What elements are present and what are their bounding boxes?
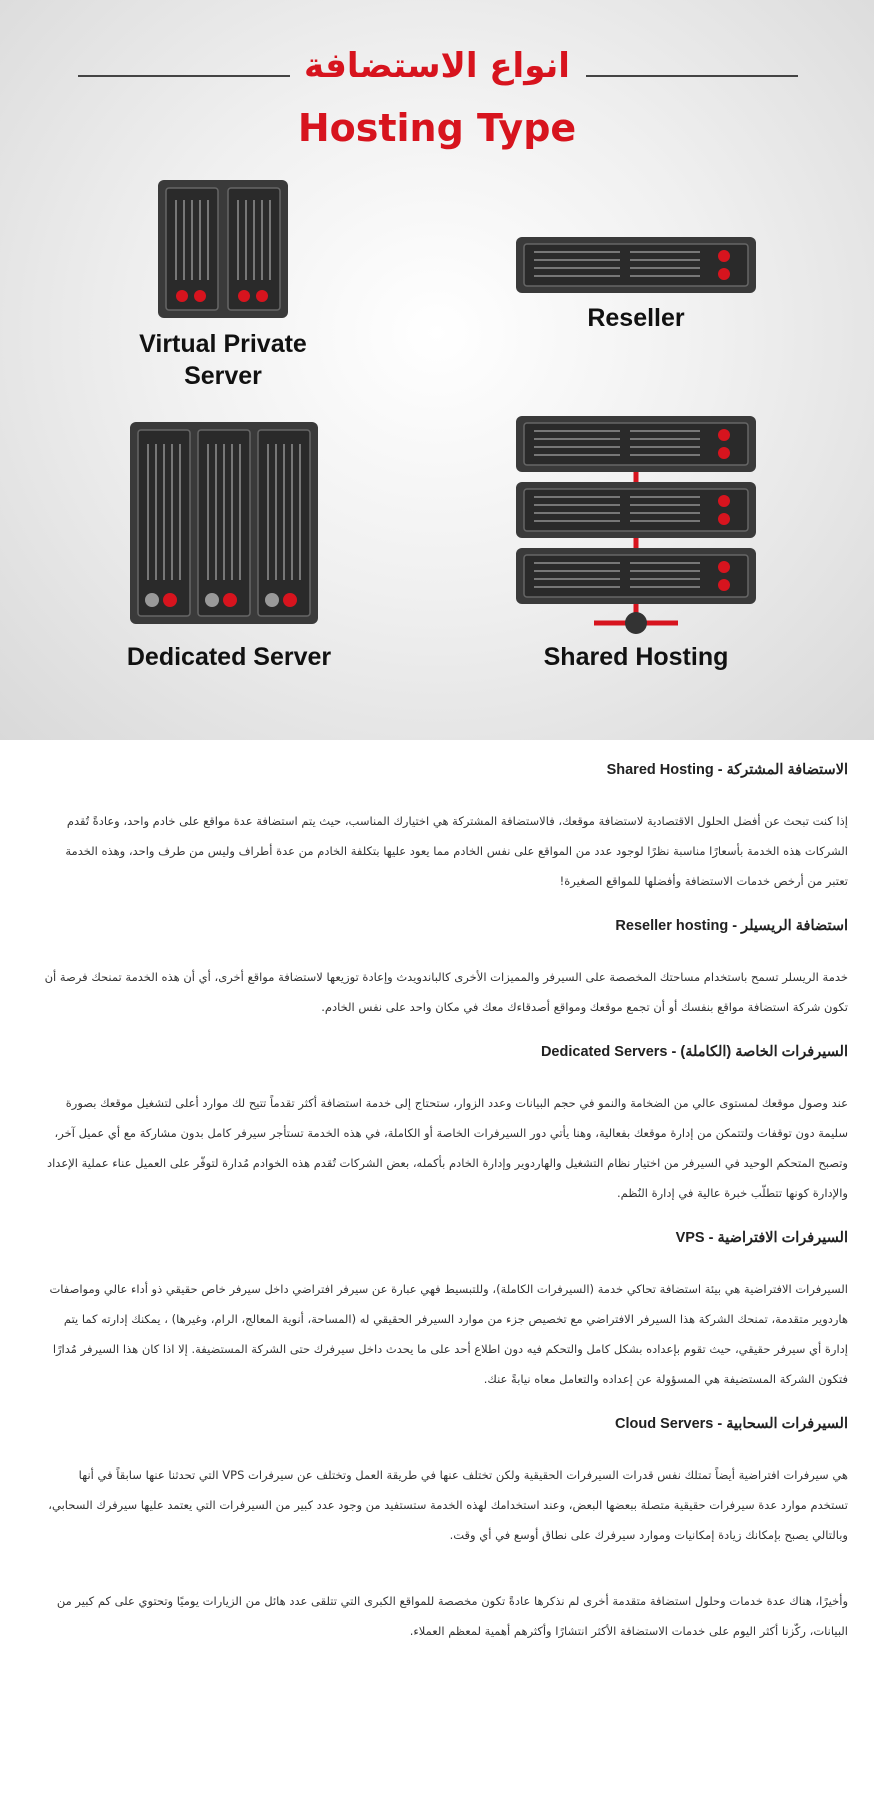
section-heading: السيرفرات الافتراضية - VPS <box>675 1230 848 1246</box>
section-reseller-hosting <box>40 918 848 1022</box>
section-heading: استضافة الريسيلر - Reseller hosting <box>615 918 848 934</box>
hero-title-english: Hosting Type <box>297 106 577 150</box>
vps-server-icon <box>158 180 288 318</box>
section-heading: السيرفرات السحابية - Cloud Servers <box>615 1416 848 1432</box>
section-paragraph: عند وصول موقعك لمستوى عالي من الضخامة والنمو في حجم البيانات وعدد الزوار، ستحتاج إلى خدمة استضافة أكثر تقدماً تتيح لك موارد أعلى لتشغيل موقعك بصورة سليمة دون توقفات ولتتمكن من إدارة موقعك بفعالية، وهنا يأتي دور السيرفرات الخاصة أو الكاملة، في هذه الخدمة تستأجر سيرفر كامل بدون مشاركة مع أي عميل آخر، وتصبح المتحكم الوحيد في السيرفر من اختيار نظام التشغيل والهاردوير وإدارة الخادم بأكمله، بعض الشركات تُقدم هذه الخوادم مُدارة لتوفّر على العميل عناء عملية الإعداد والإدارة كونها تتطلّب خبرة عالية في إدارة النُظم. <box>46 1096 848 1200</box>
section-dedicated-servers <box>40 1044 848 1208</box>
section-heading: الاستضافة المشتركة - Shared Hosting <box>606 762 848 778</box>
section-paragraph: إذا كنت تبحث عن أفضل الحلول الاقتصادية لاستضافة موقعك، فالاستضافة المشتركة هي اختيارك المناسب، حيث يتم استضافة عدة مواقع على خادم واحد، وعادةً تُقدم الشركات هذه الخدمة بأسعارًا مناسبة نظرًا لوجود عدد من المواقع على نفس الخادم مما يعود عليها بتكلفة الخادم من عدة أطراف وليس من طرف واحد، وهذه الخدمة تعتبر من أرخص خدمات الاستضافة وأفضلها للمواقع الصغيرة! <box>65 814 848 888</box>
section-paragraph: السيرفرات الافتراضية هي بيئة استضافة تحاكي خدمة (السيرفرات الكاملة)، وللتبسيط فهي عبارة عن سيرفر افتراضي داخل سيرفر خاص حقيقي ذو أداء عالي ومواصفات هاردوير متقدمة، تمنحك الشركة هذا السيرفر الافتراضي مع تخصيص جزء من موارد السيرفر الحقيقي له (المساحة، أنوية المعالج، الرام، وغيرها) ، يمكنك إدارته كما يتم إدارة أي سيرفر حقيقي، حيث تقوم بإعداده بشكل كامل والتحكم فيه دون اطلاع أحد على ما يحدث داخل سيرفرك حتى الشركة المستضيفة. إلا اذا كان هذا السيرفر مُدارًا فتكون الشركة المستضيفة هي المسؤولة عن إعداده والتعامل معاه نيابةً عنك. <box>49 1282 848 1386</box>
closing-paragraph: وأخيرًا، هناك عدة خدمات وحلول استضافة متقدمة أخرى لم نذكرها عادةً تكون مخصصة للمواقع الكبرى التي تتلقى عدد هائل من الزيارات يوميًا وتحتوي على كم كبير من البيانات، ركّزنا أكثر اليوم على خدمات الاستضافة الأكثر انتشارًا وأكثرهم أهمية لمعظم العملاء. <box>56 1594 848 1638</box>
section-heading: السيرفرات الخاصة (الكاملة) - Dedicated Servers <box>540 1044 848 1060</box>
section-vps <box>40 1230 848 1394</box>
section-paragraph: خدمة الريسلر تسمح باستخدام مساحتك المخصصة على السيرفر والمميزات الأخرى كالباندويدث وإعادة توزيعها لاستضافة مواقع أخرى، أي أن هذه الخدمة تمنحك فرصة أن تكون شركة استضافة مواقع بنفسك أو أن تجمع موقعك ومواقع أصدقاءك معك في مكان واحد على نفس الخادم. <box>44 970 848 1014</box>
dedicated-server-icon <box>130 422 318 624</box>
vps-label <box>98 328 348 392</box>
shared-label: Shared Hosting <box>543 643 729 671</box>
hero-banner <box>0 0 874 740</box>
hero-title-arabic: انواع الاستضافة <box>304 46 570 86</box>
vps-label-line2: Server <box>184 362 262 390</box>
reseller-label: Reseller <box>587 304 685 332</box>
section-shared-hosting <box>40 762 848 896</box>
shared-hosting-icon <box>516 416 756 634</box>
vps-label-line1: Virtual Private <box>139 330 307 358</box>
closing-section <box>40 1586 848 1646</box>
dedicated-label: Dedicated Server <box>126 643 332 671</box>
section-paragraph: هي سيرفرات افتراضية أيضاً تمتلك نفس قدرات السيرفرات الحقيقية ولكن تختلف عنها في طريقة العمل وتختلف عن سيرفرات VPS التي تحدثنا عنها سابقاً في أنها تستخدم موارد عدة سيرفرات حقيقية متصلة ببعضها البعض، وعند استخدامك لهذه الخدمة ستستفيد من وجود عدد كبير من السيرفرات التي يعتمد عليها سيرفرك السحابي، وبالتالي يصبح بإمكانك زيادة إمكانيات وموارد سيرفرك على نطاق أوسع في أي وقت. <box>48 1468 848 1542</box>
article-body <box>0 740 874 1646</box>
section-cloud-servers <box>40 1416 848 1550</box>
reseller-server-icon <box>516 237 756 293</box>
